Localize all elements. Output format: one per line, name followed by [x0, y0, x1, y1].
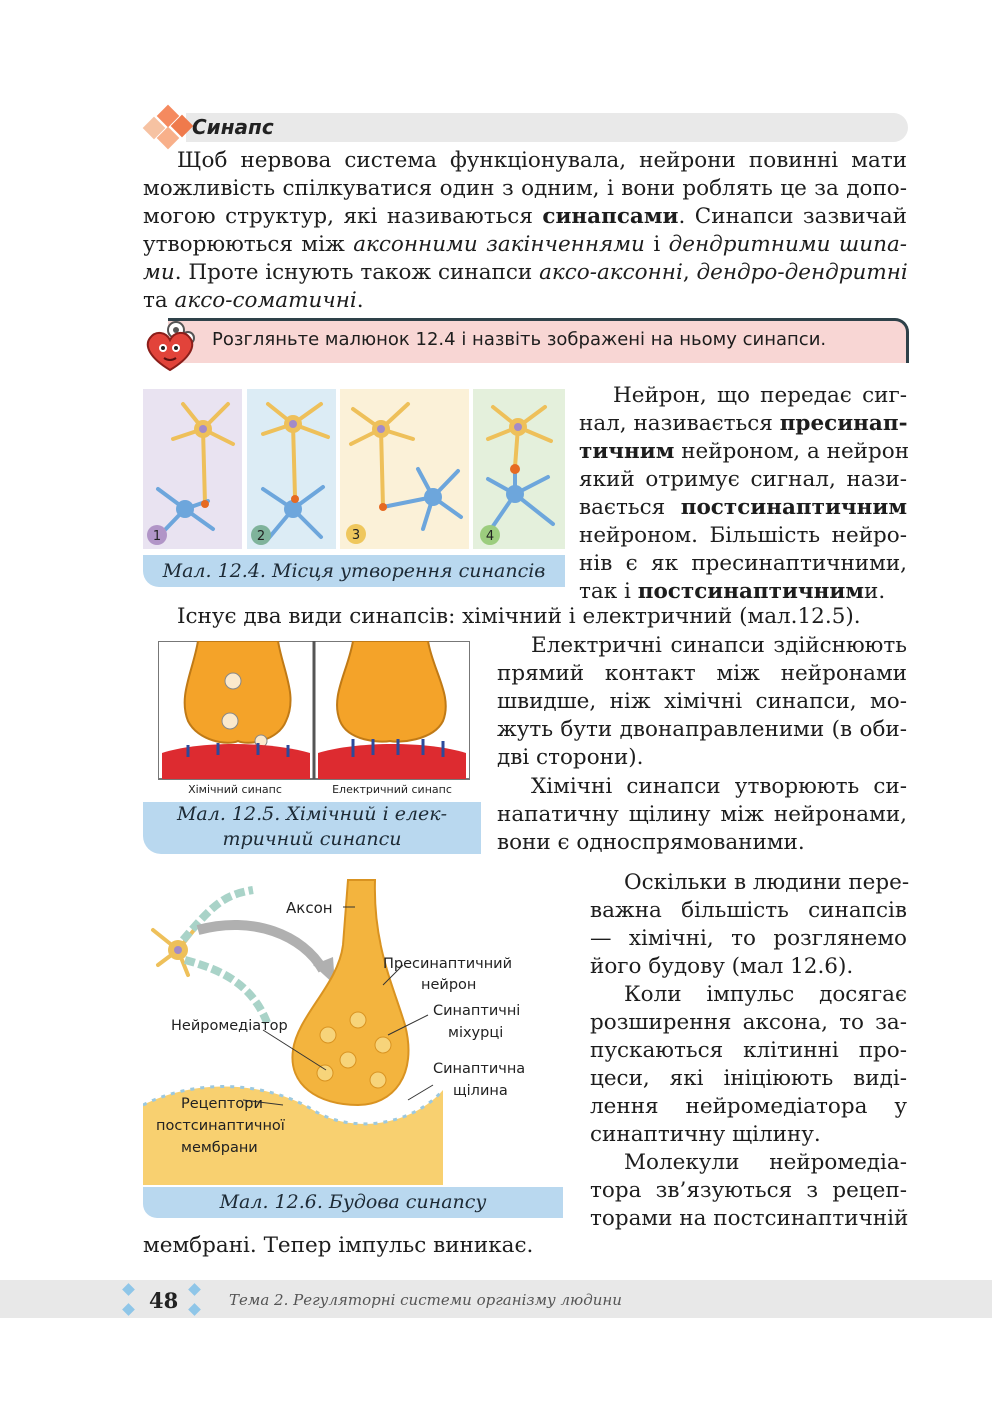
impulse-paragraph — [590, 981, 907, 1149]
fig124-number: 4 — [485, 529, 495, 544]
receptors-label-2: постсинаптичної — [156, 1118, 285, 1134]
text-line: розширення аксона, то за- — [590, 1010, 907, 1035]
text-line: синаптичну щілину. — [590, 1122, 821, 1147]
text-line: — хімічні, то розглянемо — [590, 926, 907, 951]
text-line: торами на постсинаптичній — [590, 1206, 909, 1231]
figure-12-5-caption — [143, 802, 481, 854]
text-line: ми. Проте існують також синапси аксо-аксонні, дендро-дендритні — [143, 260, 908, 285]
text-line: прямий контакт між нейронами — [497, 661, 907, 686]
vesicles-label-1: Синаптичні — [433, 1003, 521, 1019]
text-line: вони є односпрямованими. — [497, 830, 805, 855]
text-line: Коли імпульс досягає — [624, 982, 907, 1007]
text-line: його будову (мал 12.6). — [590, 954, 854, 979]
presynaptic-paragraph — [579, 382, 910, 606]
text-line: так і постсинаптичними. — [579, 579, 886, 604]
section-header-bar — [186, 113, 908, 142]
text-line: жуть бути двонаправленими (в оби- — [497, 717, 907, 742]
structure-paragraph — [590, 869, 910, 981]
fig124-number: 2 — [256, 529, 266, 544]
task-text: Розгляньте малюнок 12.4 і назвіть зображені на ньому синапси. — [212, 329, 827, 350]
presynaptic-neuron-label-2: нейрон — [421, 977, 477, 993]
caption-line: Мал. 12.5. Хімічний і елек- — [176, 803, 448, 825]
vesicles-label-2: міхурці — [448, 1025, 504, 1041]
figure-12-4-caption: Мал. 12.4. Місця утворення синапсів — [143, 555, 565, 587]
cleft-label-2: щілина — [453, 1083, 508, 1099]
text-line: нал, називається пресинап- — [579, 411, 908, 436]
figure-12-5 — [158, 641, 470, 799]
text-line: напатичну щілину між нейронами, — [497, 802, 907, 827]
page-number: 48 — [149, 1288, 179, 1313]
text-line: Електричні синапси здійснюють — [531, 633, 907, 658]
intro-paragraph — [143, 147, 907, 315]
electric-paragraph — [497, 632, 907, 772]
text-line: лення нейромедіатора у — [590, 1094, 907, 1119]
electric-synapse-label: Електричний синапс — [332, 783, 452, 796]
text-line: могою структур, які називаються синапсами. Синапси зазвичай — [143, 204, 907, 229]
text-line: Оскільки в людини пере- — [624, 870, 910, 895]
two-types-line: Існує два види синапсів: хімічний і електричний (мал.12.5). — [177, 604, 861, 629]
text-line: тора зв’язуються з рецеп- — [590, 1178, 907, 1203]
receptors-label-3: мембрани — [181, 1140, 258, 1156]
cleft-label-1: Синаптична — [433, 1061, 526, 1077]
text-line: дві сторони). — [497, 745, 644, 770]
text-line: Хімічні синапси утворюють си- — [531, 774, 907, 799]
text-line: вається постсинаптичним — [579, 495, 907, 520]
chemical-synapse-label: Хімічний синапс — [188, 783, 282, 796]
text-line: який отримує сигнал, нази- — [579, 467, 907, 492]
axon-label: Аксон — [286, 899, 333, 917]
molecules-paragraph — [590, 1149, 907, 1233]
fig124-panel-2 — [247, 389, 336, 549]
text-line: Молекули нейромедіа- — [624, 1150, 907, 1175]
caption-line: тричний синапси — [222, 828, 402, 850]
receptors-label-1: Рецептори — [181, 1096, 263, 1112]
fig124-number: 3 — [351, 528, 361, 543]
text-line: пускаються клітинні про- — [590, 1038, 907, 1063]
text-line: Нейрон, що передає сиг- — [613, 383, 907, 408]
mediator-label: Нейромедіатор — [171, 1018, 288, 1034]
text-line: тичним нейроном, а нейрон — [579, 439, 910, 464]
final-line: мембрані. Тепер імпульс виникає. — [143, 1233, 534, 1258]
chemical-paragraph — [497, 773, 907, 857]
figure-12-6 — [143, 875, 563, 1185]
text-line: нейроном. Більшість нейро- — [579, 523, 907, 548]
text-line: утворюються між аксонними закінченнями і дендритними шипа- — [143, 232, 908, 257]
task-heart-icon — [140, 318, 200, 374]
section-title: Синапс — [192, 115, 274, 139]
text-line: та аксо-соматичні. — [143, 288, 364, 313]
text-line: цеси, які ініціюють виді- — [590, 1066, 907, 1091]
text-line: швидше, ніж хімічні синапси, мо- — [497, 689, 907, 714]
text-line: можливість спілкуватися один з одним, і вони роблять це за допо- — [143, 176, 907, 201]
presynaptic-neuron-label-1: Пресинаптичний — [383, 956, 513, 972]
footer-topic: Тема 2. Регуляторні системи організму людини — [229, 1291, 622, 1309]
text-line: нів є як пресинаптичними, — [579, 551, 907, 576]
text-line: Щоб нервова система функціонувала, нейрони повинні мати — [177, 148, 907, 173]
figure-12-6-caption: Мал. 12.6. Будова синапсу — [143, 1187, 563, 1218]
figure-12-4 — [143, 389, 565, 549]
fig124-number: 1 — [152, 529, 162, 544]
text-line: важна більшість синапсів — [590, 898, 907, 923]
